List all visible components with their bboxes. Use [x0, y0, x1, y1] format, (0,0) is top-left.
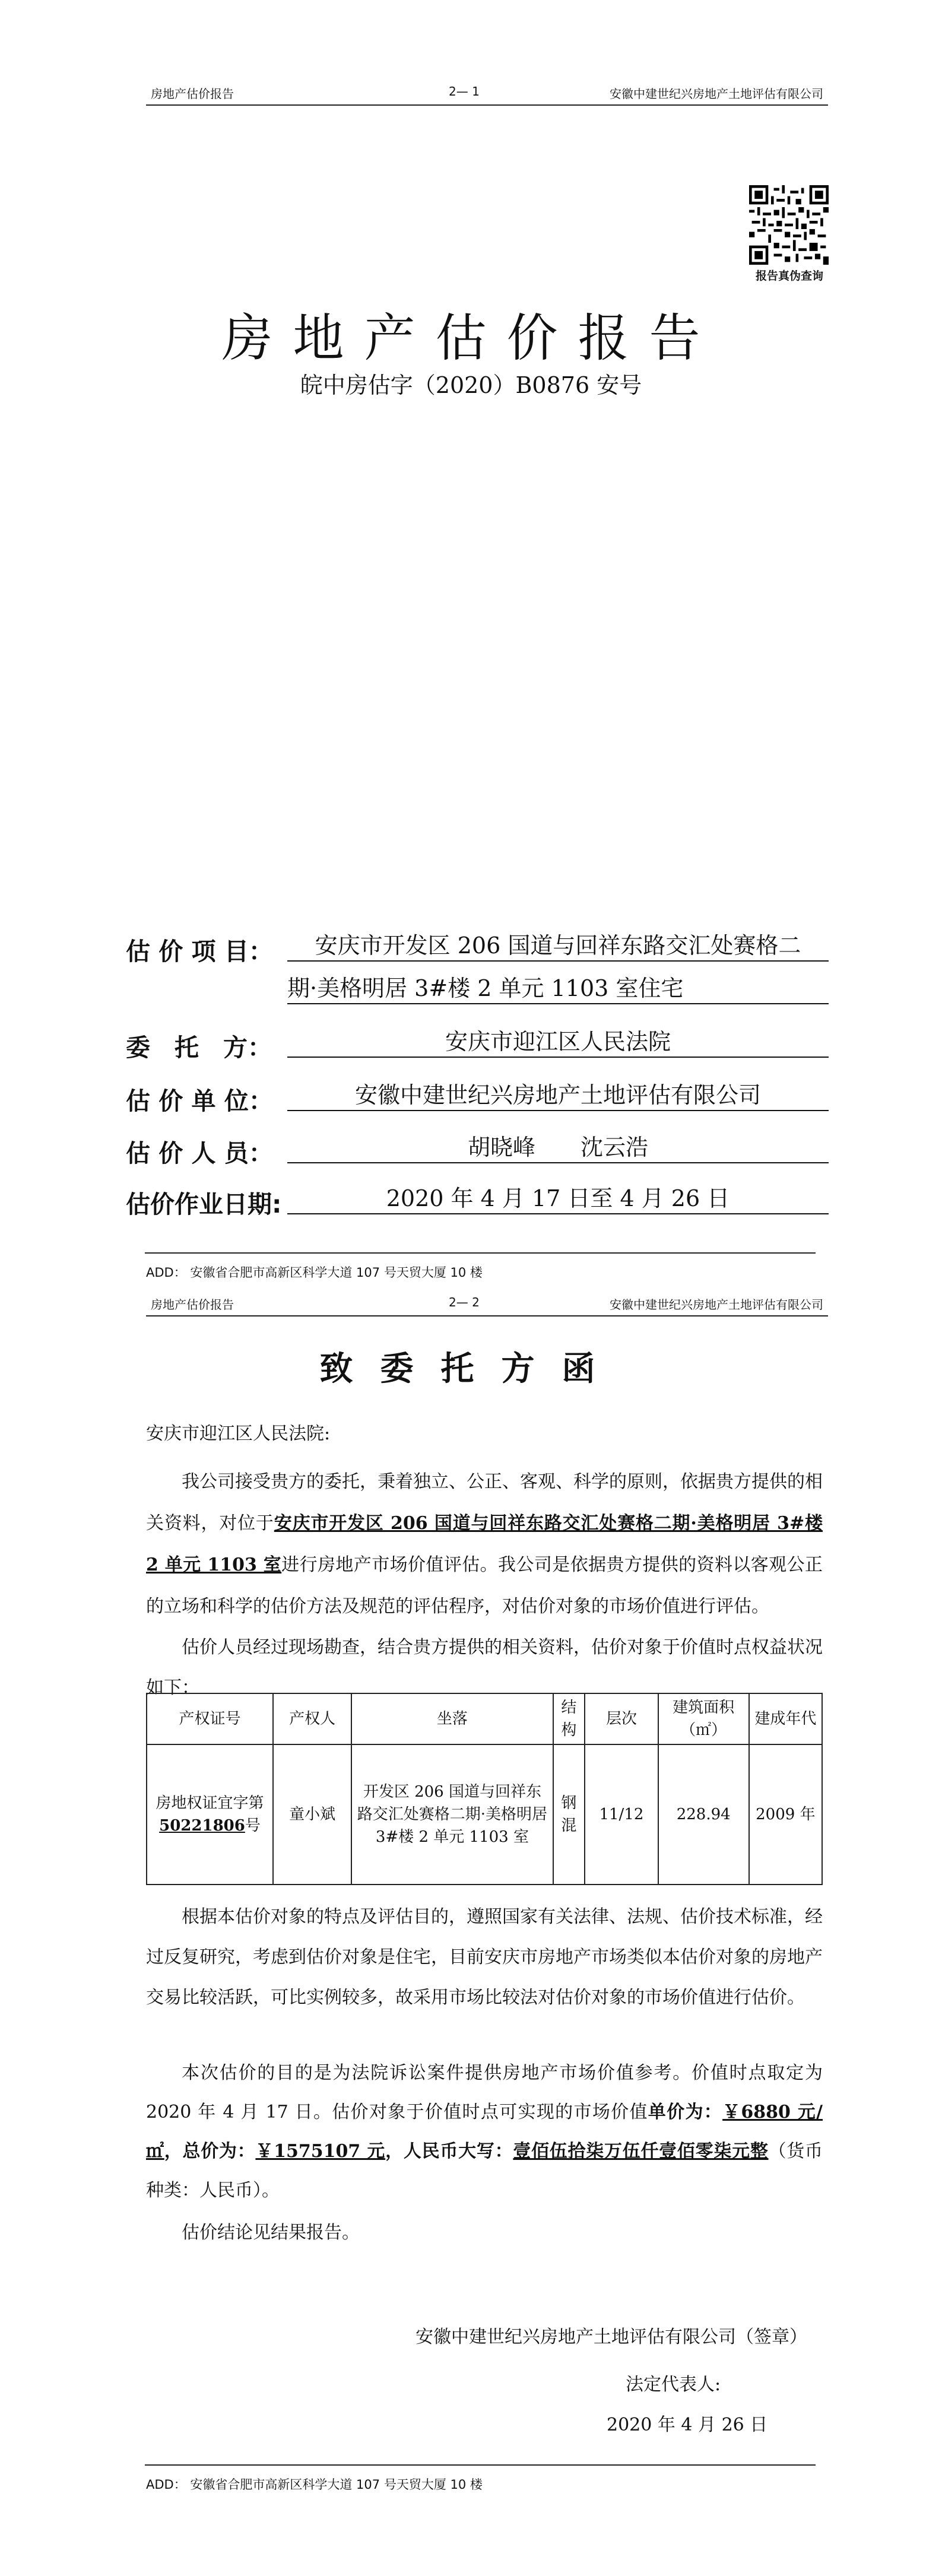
report-number: 皖中房估字（2020）B0876 安号 — [300, 372, 642, 398]
th-location: 坐落 — [351, 1693, 553, 1744]
p4-text-b: （货币种类：人民币）。 — [146, 2141, 823, 2201]
paragraph-5: 估价结论见结果报告。 — [182, 2222, 360, 2243]
address-divider — [145, 1252, 816, 1254]
address-divider-2 — [145, 2464, 816, 2466]
signature-company: 安徽中建世纪兴房地产土地评估有限公司（签章） — [416, 2327, 807, 2347]
th-cert: 产权证号 — [147, 1693, 273, 1744]
field-value-appraiser-company: 安徽中建世纪兴房地产土地评估有限公司 — [287, 1080, 829, 1111]
field-value-project: 安庆市开发区 206 国道与回祥东路交汇处赛格二 — [287, 931, 829, 962]
property-table — [146, 1693, 823, 1885]
field-label-appraisers: 估 价 人 员： — [126, 1139, 273, 1168]
header-page-number: 2— 1 — [449, 84, 480, 99]
unit-price-label: 单价为： — [648, 2102, 723, 2123]
total-cn-label: ，人民币大写： — [385, 2141, 513, 2162]
cell-owner: 童小斌 — [273, 1744, 351, 1885]
footer-address-2: ADD： 安徽省合肥市高新区科学大道 107 号天贸大厦 10 楼 — [146, 2477, 483, 2492]
p1-property-address: 安庆市开发区 206 国道与回祥东路交汇处赛格二期·美格明居 3#楼 2 单元 1103 室 — [146, 1513, 823, 1575]
th-owner: 产权人 — [273, 1693, 351, 1744]
footer-address: ADD： 安徽省合肥市高新区科学大道 107 号天贸大厦 10 楼 — [146, 1265, 483, 1280]
letter-title: 致委托方函 — [319, 1349, 623, 1388]
header-left: 房地产估价报告 — [151, 87, 234, 101]
total-price-label: 总价为： — [182, 2141, 256, 2162]
paragraph-2: 估价人员经过现场勘查，结合贵方提供的相关资料，估价对象于价值时点权益状况如下： — [146, 1637, 823, 1698]
salutation: 安庆市迎江区人民法院: — [146, 1423, 331, 1444]
table-header-row — [147, 1693, 822, 1744]
cell-structure: 钢混 — [553, 1744, 585, 1885]
field-value-client: 安庆市迎江区人民法院 — [287, 1027, 829, 1058]
p1-text-b: 进行房地产市场价值评估。我公司是依据贵方提供的资料以客观公正的立场和科学的估价方法及规范的评估程序，对估价对象的市场价值进行评估。 — [146, 1555, 823, 1617]
header-right: 安徽中建世纪兴房地产土地评估有限公司 — [610, 1297, 823, 1312]
qr-code-icon[interactable] — [749, 185, 829, 265]
paragraph-1 — [146, 1461, 823, 1628]
field-label-project: 估 价 项 目： — [126, 937, 273, 966]
qr-caption: 报告真伪查询 — [755, 269, 823, 283]
header-page-number: 2— 2 — [449, 1295, 480, 1309]
cert-number: 50221806 — [159, 1817, 245, 1835]
report-title: 房地产估价报告 — [221, 309, 721, 368]
cell-floor: 11/12 — [585, 1744, 658, 1885]
header-right: 安徽中建世纪兴房地产土地评估有限公司 — [610, 87, 823, 101]
paragraph-4: 本次估价的目的是为法院诉讼案件提供房地产市场价值参考。价值时点取定为 2020 年 4 月 17 日。估价对象于价值时点可实现的市场价值单价为：￥6880 元/㎡，总价为：￥1575107 元，人民币大写：壹佰伍拾柒万伍仟壹佰零柒元整（货币种类：人民币）。 — [146, 2063, 823, 2201]
cell-year: 2009 年 — [749, 1744, 822, 1885]
field-label-work-date: 估价作业日期: — [126, 1190, 282, 1219]
cell-location: 开发区 206 国道与回祥东路交汇处赛格二期·美格明居 3#楼 2 单元 1103 室 — [351, 1744, 553, 1885]
th-year: 建成年代 — [749, 1693, 822, 1744]
field-value-project-line2: 期·美格明居 3#楼 2 单元 1103 室住宅 — [287, 973, 829, 1004]
signature-representative: 法定代表人: — [626, 2374, 721, 2395]
total-price-value: ￥1575107 元 — [255, 2141, 386, 2162]
th-area: 建筑面积（㎡） — [658, 1693, 749, 1744]
field-value-appraisers: 胡晓峰 沈云浩 — [287, 1132, 829, 1163]
page-header-2 — [146, 1293, 828, 1316]
field-value-work-date: 2020 年 4 月 17 日至 4 月 26 日 — [287, 1184, 829, 1214]
unit-price-value: ￥6880 元/㎡ — [146, 2102, 823, 2162]
paragraph-3: 根据本估价对象的特点及评估目的，遵照国家有关法律、法规、估价技术标准，经过反复研究，考虑到估价对象是住宅，目前安庆市房地产市场类似本估价对象的房地产交易比较活跃，可比实例较多，故采用市场比较法对估价对象的市场价值进行估价。 — [146, 1906, 823, 2008]
table-row — [147, 1744, 822, 1885]
cell-cert — [147, 1744, 273, 1885]
cell-area: 228.94 — [658, 1744, 749, 1885]
total-cn-value: 壹佰伍拾柒万伍仟壹佰零柒元整 — [513, 2141, 769, 2162]
th-structure: 结构 — [553, 1693, 585, 1744]
field-label-client: 委 托 方： — [126, 1033, 272, 1062]
p4-text-a: 本次估价的目的是为法院诉讼案件提供房地产市场价值参考。价值时点取定为 2020 年 4 月 17 日。估价对象于价值时点可实现的市场价值 — [146, 2063, 823, 2123]
signature-date: 2020 年 4 月 26 日 — [607, 2415, 768, 2435]
page-header — [146, 82, 828, 106]
cert-prefix: 房地权证宜字第 — [156, 1794, 264, 1812]
p1-text-a: 我公司接受贵方的委托，秉着独立、公正、客观、科学的原则，依据贵方提供的相关资料，对位于 — [146, 1471, 823, 1534]
header-left: 房地产估价报告 — [151, 1297, 234, 1312]
th-floor: 层次 — [585, 1693, 658, 1744]
cert-suffix: 号 — [245, 1817, 261, 1835]
field-label-appraiser-company: 估 价 单 位： — [126, 1087, 273, 1115]
